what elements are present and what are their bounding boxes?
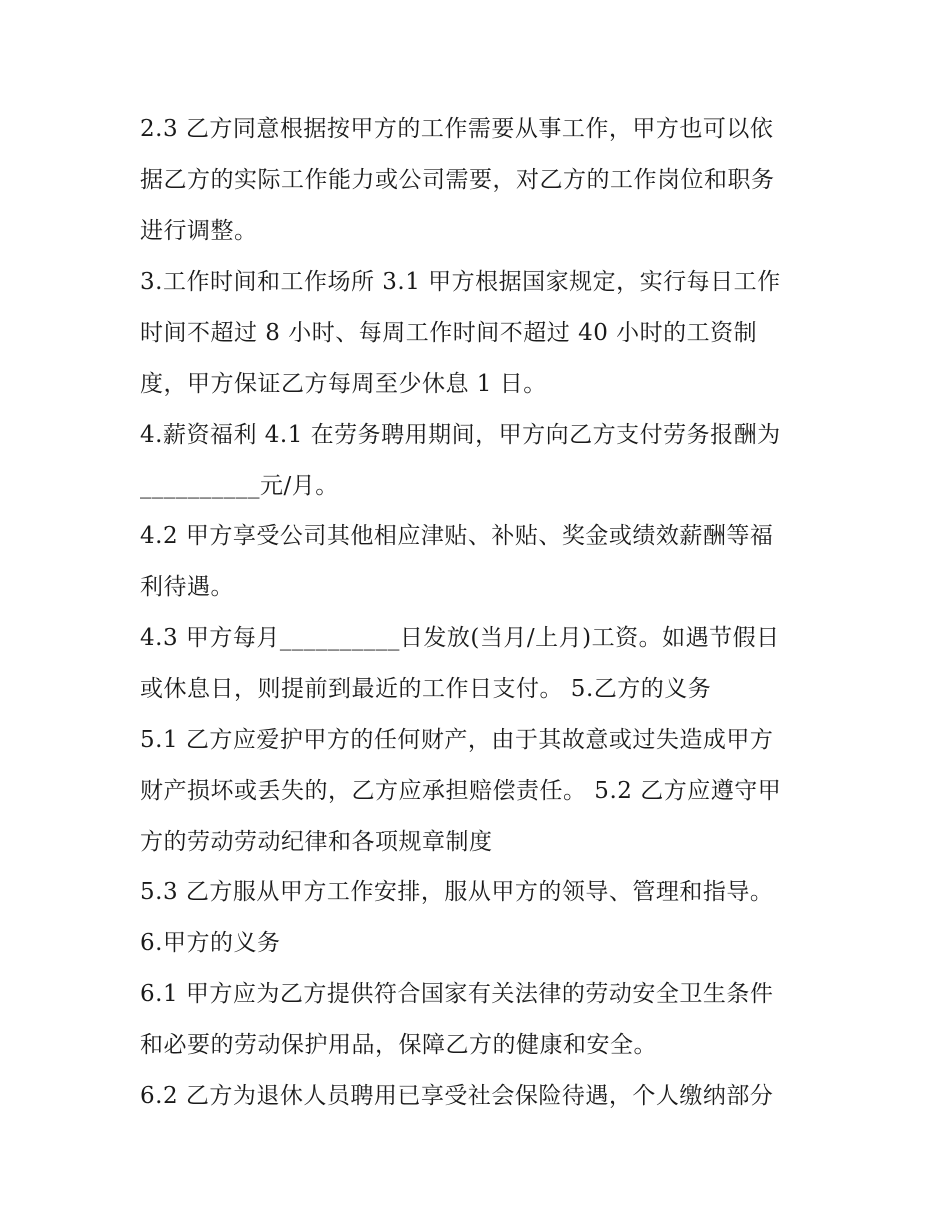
text-line: 或休息日，则提前到最近的工作日支付。 5.乙方的义务 <box>140 676 712 702</box>
text-line: 4.薪资福利 4.1 在劳务聘用期间，甲方向乙方支付劳务报酬为 <box>140 422 781 448</box>
text-line: 6.甲方的义务 <box>140 930 281 956</box>
text-line: 财产损坏或丢失的，乙方应承担赔偿责任。 5.2 乙方应遵守甲 <box>140 778 782 804</box>
text-line: 6.2 乙方为退休人员聘用已享受社会保险待遇，个人缴纳部分 <box>140 1083 774 1109</box>
text-line: __________元/月。 <box>140 473 339 499</box>
text-line: 和必要的劳动保护用品，保障乙方的健康和安全。 <box>140 1032 657 1058</box>
text-line: 2.3 乙方同意根据按甲方的工作需要从事工作，甲方也可以依 <box>140 116 774 142</box>
text-line: 3.工作时间和工作场所 3.1 甲方根据国家规定，实行每日工作 <box>140 269 781 295</box>
text-line: 4.3 甲方每月__________日发放(当月/上月)工资。如遇节假日 <box>140 625 780 651</box>
text-line: 方的劳动劳动纪律和各项规章制度 <box>140 829 493 855</box>
text-line: 据乙方的实际工作能力或公司需要，对乙方的工作岗位和职务 <box>140 167 775 193</box>
text-line: 时间不超过 8 小时、每周工作时间不超过 40 小时的工资制 <box>140 320 758 346</box>
text-line: 度，甲方保证乙方每周至少休息 1 日。 <box>140 371 547 397</box>
text-line: 进行调整。 <box>140 218 258 244</box>
text-line: 利待遇。 <box>140 574 234 600</box>
text-line: 5.1 乙方应爱护甲方的任何财产，由于其故意或过失造成甲方 <box>140 727 774 753</box>
text-line: 5.3 乙方服从甲方工作安排，服从甲方的领导、管理和指导。 <box>140 879 774 905</box>
text-line: 6.1 甲方应为乙方提供符合国家有关法律的劳动安全卫生条件 <box>140 981 774 1007</box>
text-line: 4.2 甲方享受公司其他相应津贴、补贴、奖金或绩效薪酬等福 <box>140 523 774 549</box>
